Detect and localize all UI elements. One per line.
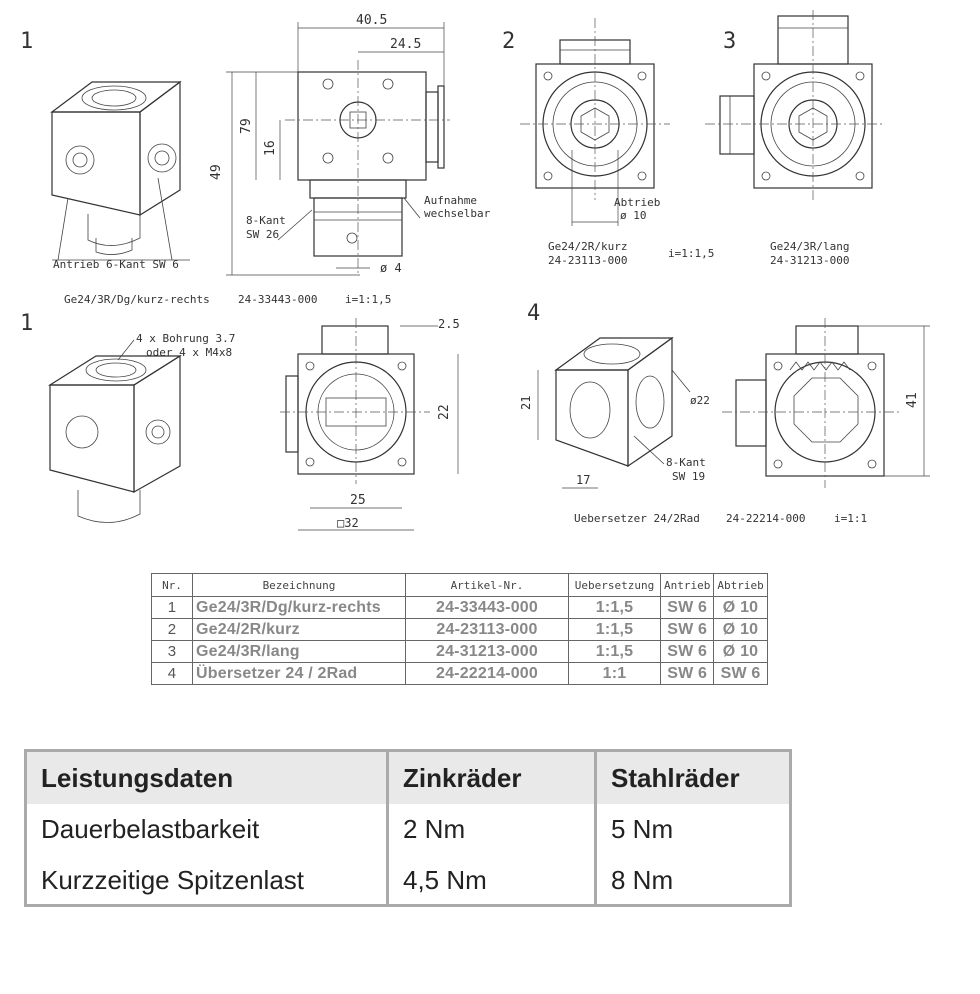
cell-antrieb: SW 6 <box>661 619 714 641</box>
dim-25: 25 <box>350 493 366 508</box>
label-bohrung-1: 4 x Bohrung 3.7 <box>136 332 236 345</box>
iso-gearbox-1b <box>50 332 235 523</box>
panel-number-1b: 1 <box>20 311 34 336</box>
dim-dia-4: ø 4 <box>380 261 402 275</box>
label-abtrieb-2: ø 10 <box>620 209 647 222</box>
dim-49: 49 <box>209 164 224 180</box>
dim-40-5: 40.5 <box>356 13 388 28</box>
header-leistungsdaten: Leistungsdaten <box>41 762 234 793</box>
table-row <box>27 804 789 855</box>
cell-uebersetzung: 1:1 <box>569 663 661 685</box>
cell-uebersetzung: 1:1,5 <box>569 597 661 619</box>
dim-2-5: 2.5 <box>438 317 460 331</box>
dim-41: 41 <box>905 392 920 408</box>
cell-artikel: 24-31213-000 <box>406 641 569 663</box>
header-uebersetzung: Uebersetzung <box>569 574 661 597</box>
dim-24-5: 24.5 <box>390 37 422 52</box>
label-aufnahme-2: wechselbar <box>424 207 491 220</box>
label-dia22: ø22 <box>690 394 710 407</box>
parts-table <box>151 573 768 685</box>
label-bohrung-2: oder 4 x M4x8 <box>146 346 233 359</box>
cell-abtrieb: Ø 10 <box>714 597 767 619</box>
header-antrieb: Antrieb <box>661 574 714 597</box>
header-bezeichnung: Bezeichnung <box>193 574 406 597</box>
dim-79: 79 <box>239 118 254 134</box>
label-aufnahme-1: Aufnahme <box>424 194 477 207</box>
cell-stahl: 5 Nm <box>611 814 674 844</box>
caption-4-name: Uebersetzer 24/2Rad <box>574 512 700 525</box>
caption-3-name: Ge24/3R/lang <box>770 240 850 253</box>
label-abtrieb-1: Abtrieb <box>614 196 661 209</box>
cell-artikel: 24-33443-000 <box>406 597 569 619</box>
panel-number-3: 3 <box>723 29 737 54</box>
header-zinkraeder: Zinkräder <box>403 762 522 793</box>
dim-21: 21 <box>519 395 533 410</box>
label-sw26: SW 26 <box>246 228 280 241</box>
iso-gearbox-4 <box>519 338 710 488</box>
cell-nr: 4 <box>152 663 193 685</box>
caption-1-ratio: i=1:1,5 <box>345 293 392 306</box>
cell-bezeichnung: Ge24/2R/kurz <box>193 619 406 641</box>
cell-bezeichnung: Ge24/3R/lang <box>193 641 406 663</box>
cell-bezeichnung: Übersetzer 24 / 2Rad <box>193 663 406 685</box>
iso-gearbox-1 <box>52 82 190 271</box>
caption-3-art: 24-31213-000 <box>770 254 850 267</box>
dim-17: 17 <box>576 473 591 487</box>
cell-nr: 3 <box>152 641 193 663</box>
front-view-2 <box>520 18 714 267</box>
cell-antrieb: SW 6 <box>661 641 714 663</box>
cell-nr: 1 <box>152 597 193 619</box>
label-antrieb: Antrieb 6-Kant SW 6 <box>53 258 179 271</box>
caption-1-art: 24-33443-000 <box>238 293 318 306</box>
cell-nr: 2 <box>152 619 193 641</box>
table-row <box>152 663 768 685</box>
cell-abtrieb: SW 6 <box>714 663 767 685</box>
dim-16: 16 <box>263 140 278 156</box>
cell-zink: 4,5 Nm <box>403 865 487 895</box>
cell-antrieb: SW 6 <box>661 663 714 685</box>
parts-header-row <box>152 574 768 597</box>
cell-artikel: 24-22214-000 <box>406 663 569 685</box>
label-8kant-1: 8-Kant <box>246 214 286 227</box>
header-nr: Nr. <box>152 574 193 597</box>
cell-uebersetzung: 1:1,5 <box>569 619 661 641</box>
caption-2-art: 24-23113-000 <box>548 254 628 267</box>
cell-label: Kurzzeitige Spitzenlast <box>41 865 305 895</box>
caption-1-name: Ge24/3R/Dg/kurz-rechts <box>64 293 210 306</box>
cell-label: Dauerbelastbarkeit <box>41 814 260 844</box>
panel-number-4: 4 <box>527 301 541 326</box>
panel-number-2: 2 <box>502 29 516 54</box>
dim-22: 22 <box>437 404 452 420</box>
header-abtrieb: Abtrieb <box>714 574 767 597</box>
caption-4-art: 24-22214-000 <box>726 512 806 525</box>
caption-2-name: Ge24/2R/kurz <box>548 240 628 253</box>
cell-zink: 2 Nm <box>403 814 466 844</box>
front-view-1b <box>280 317 460 530</box>
table-row <box>152 597 768 619</box>
cell-artikel: 24-23113-000 <box>406 619 569 641</box>
table-row <box>152 641 768 663</box>
header-artikel: Artikel-Nr. <box>406 574 569 597</box>
performance-header-row <box>27 752 789 804</box>
cell-abtrieb: Ø 10 <box>714 641 767 663</box>
performance-table <box>24 749 792 907</box>
header-stahlraeder: Stahlräder <box>611 762 740 793</box>
cell-abtrieb: Ø 10 <box>714 619 767 641</box>
caption-4-ratio: i=1:1 <box>834 512 868 525</box>
table-row <box>152 619 768 641</box>
label-sw19: SW 19 <box>672 470 706 483</box>
dim-32: □32 <box>337 516 359 530</box>
cell-uebersetzung: 1:1,5 <box>569 641 661 663</box>
table-row <box>27 855 789 906</box>
column-divider <box>594 752 597 904</box>
label-8kant-19: 8-Kant <box>666 456 706 469</box>
cell-antrieb: SW 6 <box>661 597 714 619</box>
cell-bezeichnung: Ge24/3R/Dg/kurz-rechts <box>193 597 406 619</box>
cell-stahl: 8 Nm <box>611 865 674 895</box>
column-divider <box>386 752 389 904</box>
panel-number-1a: 1 <box>20 29 34 54</box>
caption-2-ratio: i=1:1,5 <box>668 247 715 260</box>
